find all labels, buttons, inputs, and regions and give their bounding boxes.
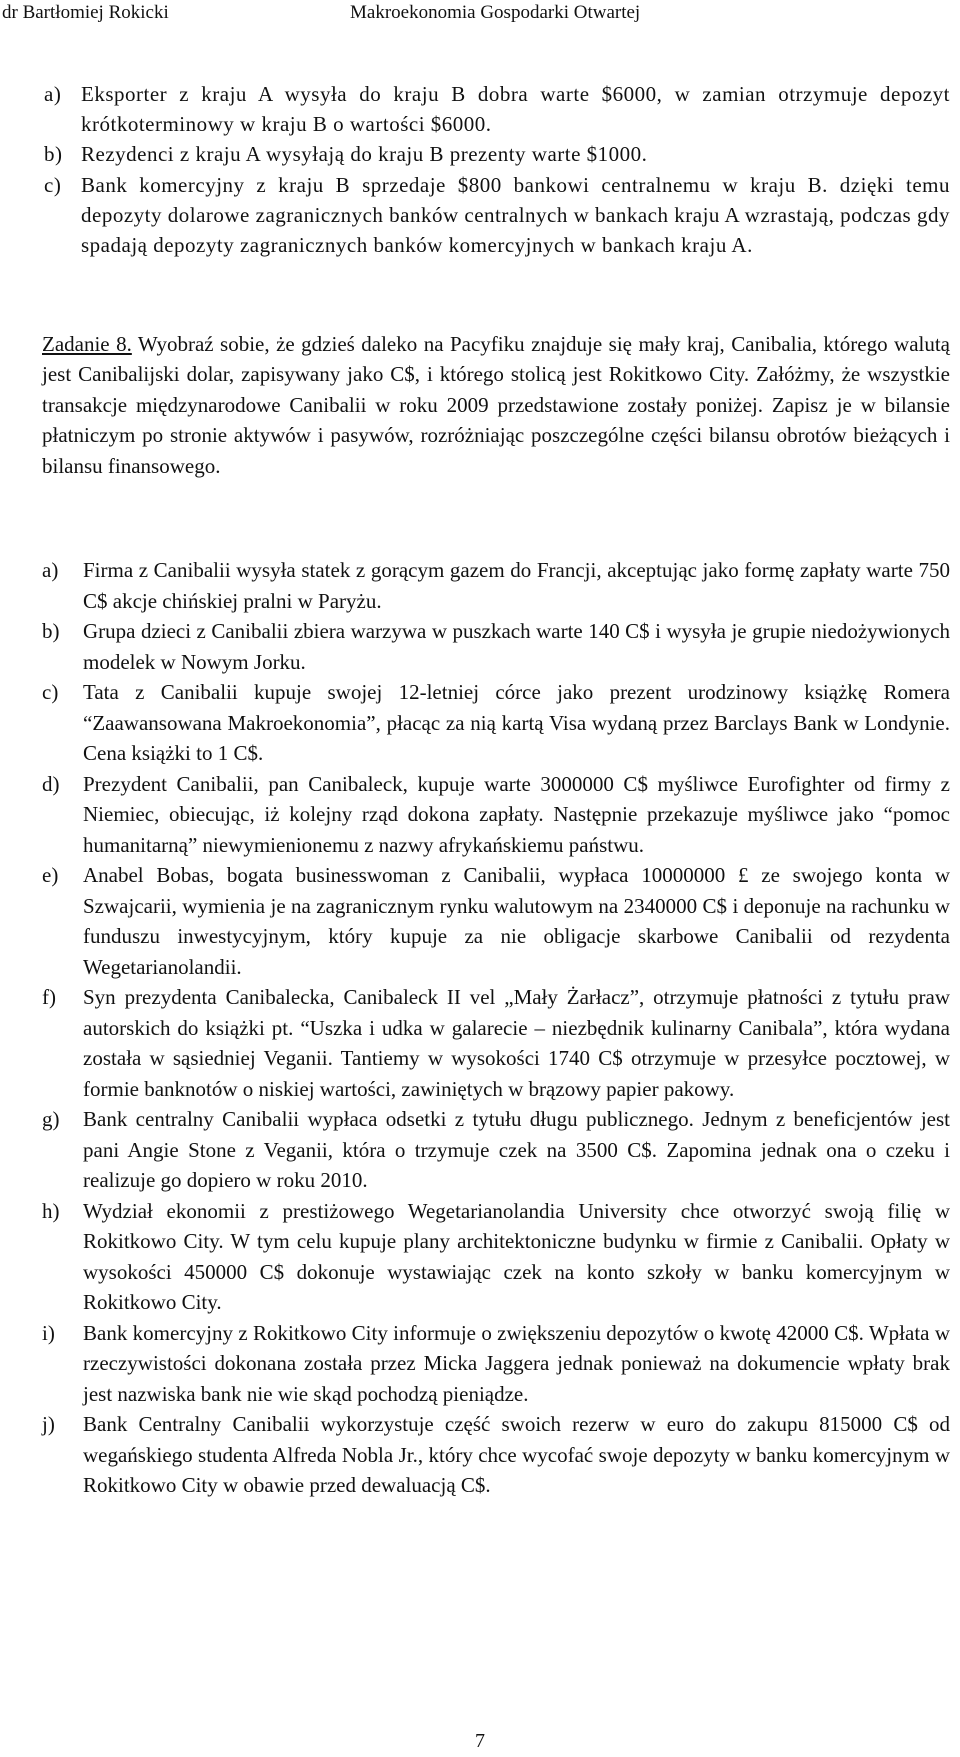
- list-item: [42, 1196, 950, 1318]
- item-label: a): [44, 82, 62, 106]
- item-text: Grupa dzieci z Canibalii zbiera warzywa w puszkach warte 140 C$ i wysyła je grupie niedożywionych modelek w Nowym Jorku.: [83, 619, 950, 674]
- item-text: Tata z Canibalii kupuje swojej 12-letniej córce jako prezent urodzinowy książkę Romera “Zaawansowana Makroekonomia”, płacąc za nią kartą Visa wydaną przez Barclays Bank w Londynie. Cena książki to 1 C$.: [83, 680, 950, 765]
- item-label: c): [44, 172, 62, 197]
- previous-task-list: [44, 79, 950, 260]
- item-label: a): [42, 558, 59, 582]
- list-item: [44, 170, 950, 261]
- item-text: Firma z Canibalii wysyła statek z gorącym gazem do Francji, akceptując jako formę zapłaty warte 750 C$ akcje chińskiej pralni w Paryżu.: [83, 558, 950, 613]
- header-course-title: Makroekonomia Gospodarki Otwartej: [350, 2, 641, 23]
- task-text: Wyobraź sobie, że gdzieś daleko na Pacyfiku znajduje się mały kraj, Canibalia, którego walutą jest Canibalijski dolar, zapisywany jako C$, i którego stolicą jest Rokitkowo City. Załóżmy, że wszystkie transakcje międzynarodowe Canibalii w roku 2009 przedstawione zostały poniżej. Zapisz je w bilansie płatniczym po stronie aktywów i pasywów, rozróżniając poszczególne części bilansu obrotów bieżących i bilansu finansowego.: [42, 332, 950, 478]
- item-label: c): [42, 680, 59, 704]
- header-author: dr Bartłomiej Rokicki: [2, 2, 169, 23]
- item-label: b): [44, 142, 63, 167]
- item-text: Rezydenci z kraju A wysyłają do kraju B prezenty warte $1000.: [81, 142, 648, 167]
- item-label: i): [42, 1320, 55, 1345]
- list-item: [44, 79, 950, 139]
- item-text: Bank centralny Canibalii wypłaca odsetki z tytułu długu publicznego. Jednym z beneficjentów jest pani Angie Stone z Veganii, która o trzymuje czek na 3500 C$. Zapomina jednak ona o czeku i realizuje go dopiero w roku 2010.: [83, 1107, 950, 1192]
- transaction-list: [42, 555, 950, 1501]
- list-item: [42, 555, 950, 616]
- list-item: [42, 1409, 950, 1501]
- item-label: h): [42, 1198, 60, 1223]
- list-item: [42, 982, 950, 1104]
- item-label: d): [42, 771, 60, 796]
- item-label: b): [42, 619, 60, 643]
- page-header: [0, 0, 960, 28]
- item-label: j): [42, 1412, 55, 1436]
- item-text: Syn prezydenta Canibalecka, Canibaleck II vel „Mały Żarłacz”, otrzymuje płatności z tytułu praw autorskich do książki pt. “Uszka i udka w galarecie – niezbędnik kulinarny Canibala”, która wydana została w sąsiedniej Veganii. Tantiemy w wysokości 1740 C$ otrzymuje w przesyłce pocztowej, w formie banknotów o niskiej wartości, zawiniętych w brązowy papier pakowy.: [83, 985, 950, 1101]
- item-text: Prezydent Canibalii, pan Canibaleck, kupuje warte 3000000 C$ myśliwce Eurofighter od firmy z Niemiec, obiecując, iż kolejny rząd dokona zapłaty. Następnie przekazuje myśliwce jako “pomoc humanitarną” niewymienionemu z nazwy afrykańskiemu państwu.: [83, 771, 950, 857]
- item-text: Wydział ekonomii z prestiżowego Wegetarianolandia University chce otworzyć swoją filię w Rokitkowo City. W tym celu kupuje plany architektoniczne budynku w firmie z Canibalii. Opłaty w wysokości 450000 C$ dokonuje wystawiając czek na konto szkoły w banku komercyjnym w Rokitkowo City.: [83, 1198, 950, 1314]
- item-label: f): [42, 985, 56, 1009]
- list-item: [42, 860, 950, 982]
- list-item: [42, 1104, 950, 1196]
- list-item: [44, 139, 950, 169]
- item-text: Bank komercyjny z kraju B sprzedaje $800 bankowi centralnemu w kraju B. dzięki temu depozyty dolarowe zagranicznych banków centralnych w bankach kraju A wzrastają, podczas gdy spadają depozyty zagranicznych banków komercyjnych w bankach kraju A.: [81, 172, 950, 258]
- item-text: Bank Centralny Canibalii wykorzystuje część swoich rezerw w euro do zakupu 815000 C$ od wegańskiego studenta Alfreda Nobla Jr., który chce wycofać swoje depozyty w banku komercyjnym w Rokitkowo City w obawie przed dewaluacją C$.: [83, 1412, 950, 1497]
- item-label: g): [42, 1107, 60, 1131]
- list-item: [42, 677, 950, 769]
- list-item: [42, 769, 950, 861]
- item-text: Bank komercyjny z Rokitkowo City informuje o zwiększeniu depozytów o kwotę 42000 C$. Wpłata w rzeczywistości dokonana została przez Micka Jaggera jednak ponieważ na dokumencie wpłaty brak jest nazwiska bank nie wie skąd pochodzą pieniądze.: [83, 1320, 950, 1406]
- list-item: [42, 616, 950, 677]
- item-text: Eksporter z kraju A wysyła do kraju B dobra warte $6000, w zamian otrzymuje depozyt krótkoterminowy w kraju B o wartości $6000.: [81, 82, 950, 137]
- task-8-paragraph: [42, 329, 950, 481]
- item-label: e): [42, 863, 59, 887]
- item-text: Anabel Bobas, bogata businesswoman z Canibalii, wypłaca 10000000 £ ze swojego konta w Szwajcarii, wymienia je na zagranicznym rynku walutowym na 2340000 C$ i deponuje na rachunku w funduszu inwestycyjnym, który kupuje za nie obligacje skarbowe Canibalii od rezydenta Wegetarianolandii.: [83, 863, 950, 979]
- list-item: [42, 1318, 950, 1410]
- page-number: 7: [475, 1730, 485, 1752]
- task-title: Zadanie 8.: [42, 332, 132, 356]
